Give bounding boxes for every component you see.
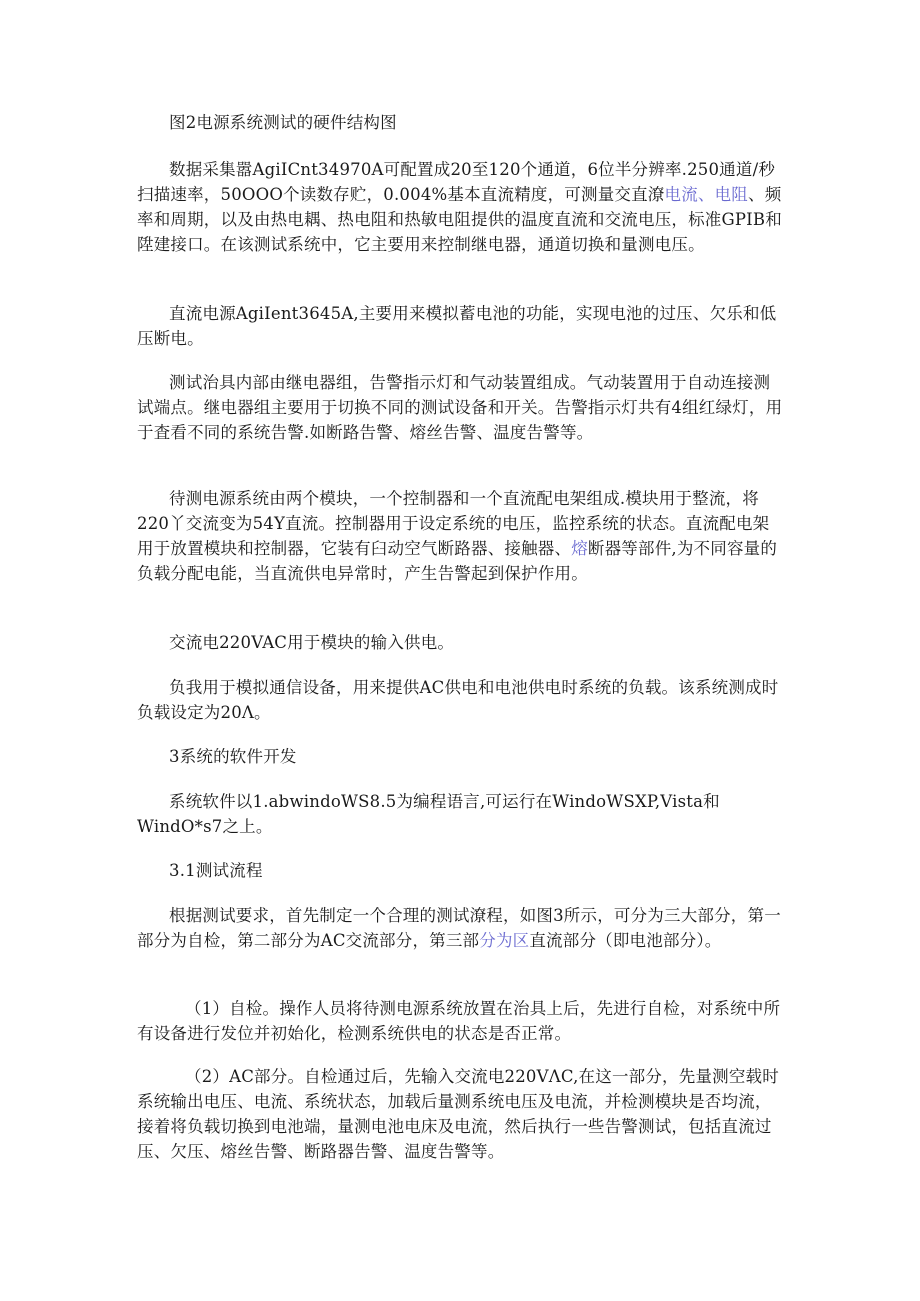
paragraph-text: 、频率和周期，以及由热电耦、热电阻和热敏电阻提供的温度直流和交流电压，标准GPIB和陞建接口。在该测试系统中，它主要用来控制继电器，通道切换和量测电压。 bbox=[137, 185, 782, 254]
link-resistance[interactable]: 电阻 bbox=[714, 185, 749, 204]
paragraph-ac-part: （2）AC部分。自检通过后，先输入交流电220VΛC,在这一部分，先量测空载时系统输出电压、电流、系统状态，加载后量测系统电压及电流，并检测模块是否均流，接着将负载切换到电池端，量测电池电床及电流，然后执行一些告警测试，包括直流过压、欠压、熔丝告警、断路器告警、温度告警等。 bbox=[137, 1067, 779, 1161]
paragraph-data-acquisition bbox=[137, 157, 785, 257]
link-fuse[interactable]: 熔 bbox=[571, 539, 588, 558]
link-current[interactable]: 电流 bbox=[664, 185, 698, 204]
paragraph-power-system bbox=[137, 486, 785, 586]
paragraph-ac-input: 交流电220VAC用于模块的输入供电。 bbox=[169, 633, 455, 652]
paragraph-text: 根据测试要求，首先制定一个合理的测试潦程，如图3所示，可分为三大部分，第一部分为自检，第二部分为AC交流部分，第三部 bbox=[137, 906, 781, 950]
link-section[interactable]: 分为区 bbox=[479, 931, 530, 950]
paragraph-self-check: （1）自检。操作人员将待测电源系统放置在治具上后，先进行自检，对系统中所有设备进行发位并初始化，检测系统供电的状态是否正常。 bbox=[137, 999, 781, 1043]
section-heading-3: 3系统的软件开发 bbox=[169, 747, 297, 766]
paragraph-software: 系统软件以1.abwindoWS8.5为编程语言,可运行在WindoWSXP,Vista和WindO*s7之上。 bbox=[137, 792, 720, 836]
paragraph-test-fixture: 测试治具内部由继电器组，告警指示灯和气动装置组成。气动装置用于自动连接测试端点。继电器组主要用于切换不同的测试设备和开关。告警指示灯共有4组红绿灯，用于査看不同的系统告警.如断路告警、熔丝告警、温度告警等。 bbox=[137, 373, 783, 442]
paragraph-text: 待测电源系统由两个模块，一个控制器和一个直流配电架组成.模块用于整流，将220丫交流变为54Y直流。控制器用于设定系统的电压，监控系统的状态。直流配电架用于放置模块和控制器，它装有臼动空气断路器、接触器、 bbox=[137, 489, 770, 558]
paragraph-test-flow bbox=[137, 903, 785, 953]
figure-caption: 图2电源系统测试的硬件结构图 bbox=[169, 113, 397, 132]
paragraph-dc-power: 直流电源AgiIent3645A,主要用来模拟蓄电池的功能，实现电池的过压、欠乐和低压断电。 bbox=[137, 304, 777, 348]
paragraph-text: 数据采集嚣AgiICnt34970A可配置成20至120个通道，6位半分辨率.250通道/秒扫描速率，50OOO个读数存贮，0.004%基本直流精度，可测量交直潦 bbox=[137, 160, 776, 204]
paragraph-load: 负我用于模拟通信设备，用来提供AC供电和电池供电时系统的负载。该系统测成时负载设定为20Λ。 bbox=[137, 678, 779, 722]
section-heading-3-1: 3.1测试流程 bbox=[169, 861, 263, 880]
paragraph-text: 断器等部件,为不同容量的负载分配电能，当直流供电异常时，产生告警起到保护作用。 bbox=[137, 539, 778, 583]
paragraph-text: 直流部分（即电池部分）。 bbox=[529, 931, 722, 950]
link-separator: 、 bbox=[697, 185, 715, 204]
